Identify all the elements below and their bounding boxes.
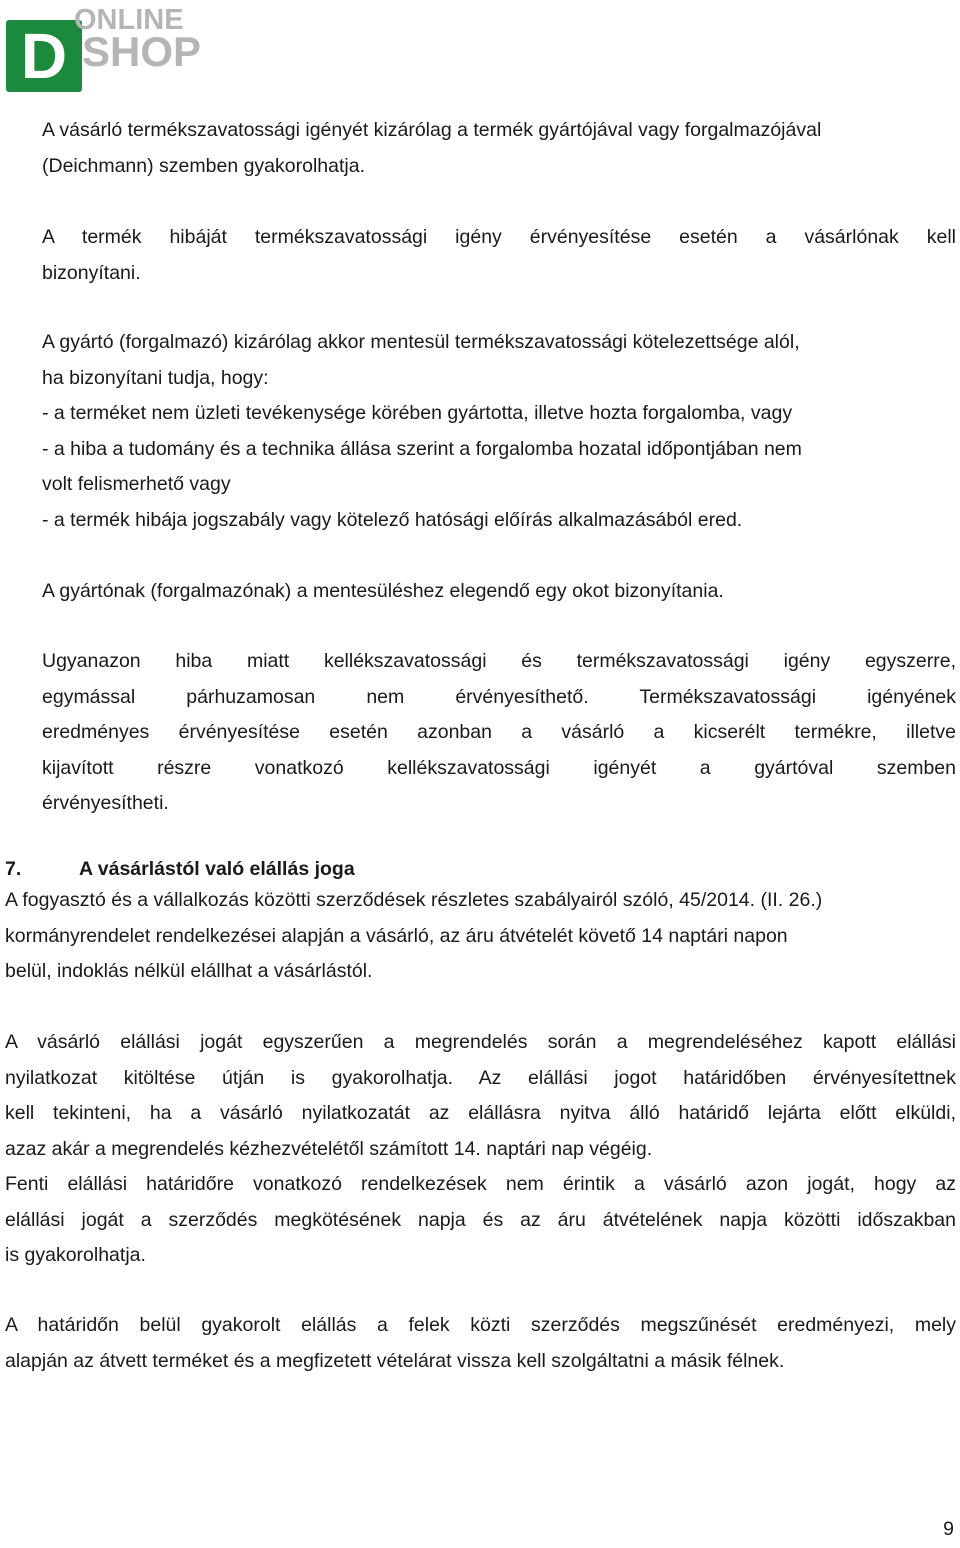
text-line: érvényesítheti.: [42, 792, 169, 814]
text-line: A vásárló elállási jogát egyszerűen a megrendelés során a megrendeléséhez kapott elállási: [5, 1031, 956, 1053]
text-line: elállási jogát a szerződés megkötésének napja és az áru átvételének napja közötti időszakban: [5, 1208, 956, 1231]
logo-text-online: ONLINE: [74, 4, 184, 36]
paragraph-withdrawal-method: [5, 1025, 956, 1274]
text-line: is gyakorolhatja.: [5, 1244, 146, 1266]
paragraph-contract-termination: [5, 1308, 956, 1379]
text-line: alapján az átvett terméket és a megfizetett vételárat vissza kell szolgáltatni a másik félnek.: [5, 1349, 785, 1372]
paragraph-withdrawal-right: [5, 883, 956, 990]
paragraph-one-reason: [42, 574, 956, 610]
text-line: (Deichmann) szemben gyakorolhatja.: [42, 154, 365, 177]
text-line: eredményes érvényesítése esetén azonban a vásárló a kicserélt termékre, illetve: [42, 721, 956, 743]
text-line: volt felismerhető vagy: [42, 473, 231, 495]
text-line: - a terméket nem üzleti tevékenysége körében gyártotta, illetve hozta forgalomba, vagy: [42, 402, 793, 424]
text-line: kell tekinteni, ha a vásárló nyilatkozatát az elállásra nyitva álló határidő lejárta előtt elküldi,: [5, 1102, 956, 1124]
logo-graphic: [4, 2, 219, 94]
paragraph-parallel-claims: [42, 644, 956, 822]
text-line: kijavított részre vonatkozó kellékszavatossági igényét a gyártóval szemben: [42, 756, 956, 779]
paragraph-manufacturer-exemption: [42, 325, 956, 538]
text-line: egymással párhuzamosan nem érvényesíthető. Termékszavatossági igényének: [42, 685, 956, 708]
text-line: kormányrendelet rendelkezései alapján a vásárló, az áru átvételét követő 14 naptári napon: [5, 924, 788, 947]
text-line: A fogyasztó és a vállalkozás közötti szerződések részletes szabályairól szóló, 45/2014. (II. 26.): [5, 889, 823, 911]
online-shop-logo: [4, 2, 219, 94]
text-line: azaz akár a megrendelés kézhezvételétől számított 14. naptári nap végéig.: [5, 1137, 653, 1160]
text-line: Ugyanazon hiba miatt kellékszavatossági és termékszavatossági igény egyszerre,: [42, 650, 956, 672]
section-title: A vásárlástól való elállás joga: [79, 858, 355, 880]
section-number: 7.: [5, 858, 22, 880]
paragraph-burden-of-proof: [42, 220, 956, 291]
text-line: A termék hibáját termékszavatossági igény érvényesítése esetén a vásárlónak kell: [42, 226, 956, 248]
text-line: - a termék hibája jogszabály vagy kötelező hatósági előírás alkalmazásából ered.: [42, 508, 743, 531]
text-line: A határidőn belül gyakorolt elállás a felek közti szerződés megszűnését eredményezi, mely: [5, 1314, 956, 1336]
text-line: nyilatkozat kitöltése útján is gyakorolhatja. Az elállási jogot határidőben érvényesítettnek: [5, 1066, 956, 1089]
text-line: belül, indoklás nélkül elállhat a vásárlástól.: [5, 960, 373, 982]
logo-letter: D: [20, 20, 68, 92]
text-line: ha bizonyítani tudja, hogy:: [42, 366, 269, 389]
page-number: 9: [943, 1518, 954, 1540]
text-line: A gyártó (forgalmazó) kizárólag akkor mentesül termékszavatossági kötelezettsége alól,: [42, 331, 800, 353]
text-line: bizonyítani.: [42, 261, 141, 284]
text-line: A gyártónak (forgalmazónak) a mentesüléshez elegendő egy okot bizonyítania.: [42, 580, 724, 602]
paragraph-warranty-claim: [42, 113, 956, 184]
logo-text-shop: SHOP: [82, 28, 202, 75]
text-line: A vásárló termékszavatossági igényét kizárólag a termék gyártójával vagy forgalmazójával: [42, 119, 822, 141]
text-line: - a hiba a tudomány és a technika állása szerint a forgalomba hozatal időpontjában nem: [42, 437, 802, 460]
text-line: Fenti elállási határidőre vonatkozó rendelkezések nem érintik a vásárló azon jogát, hogy az: [5, 1173, 956, 1195]
